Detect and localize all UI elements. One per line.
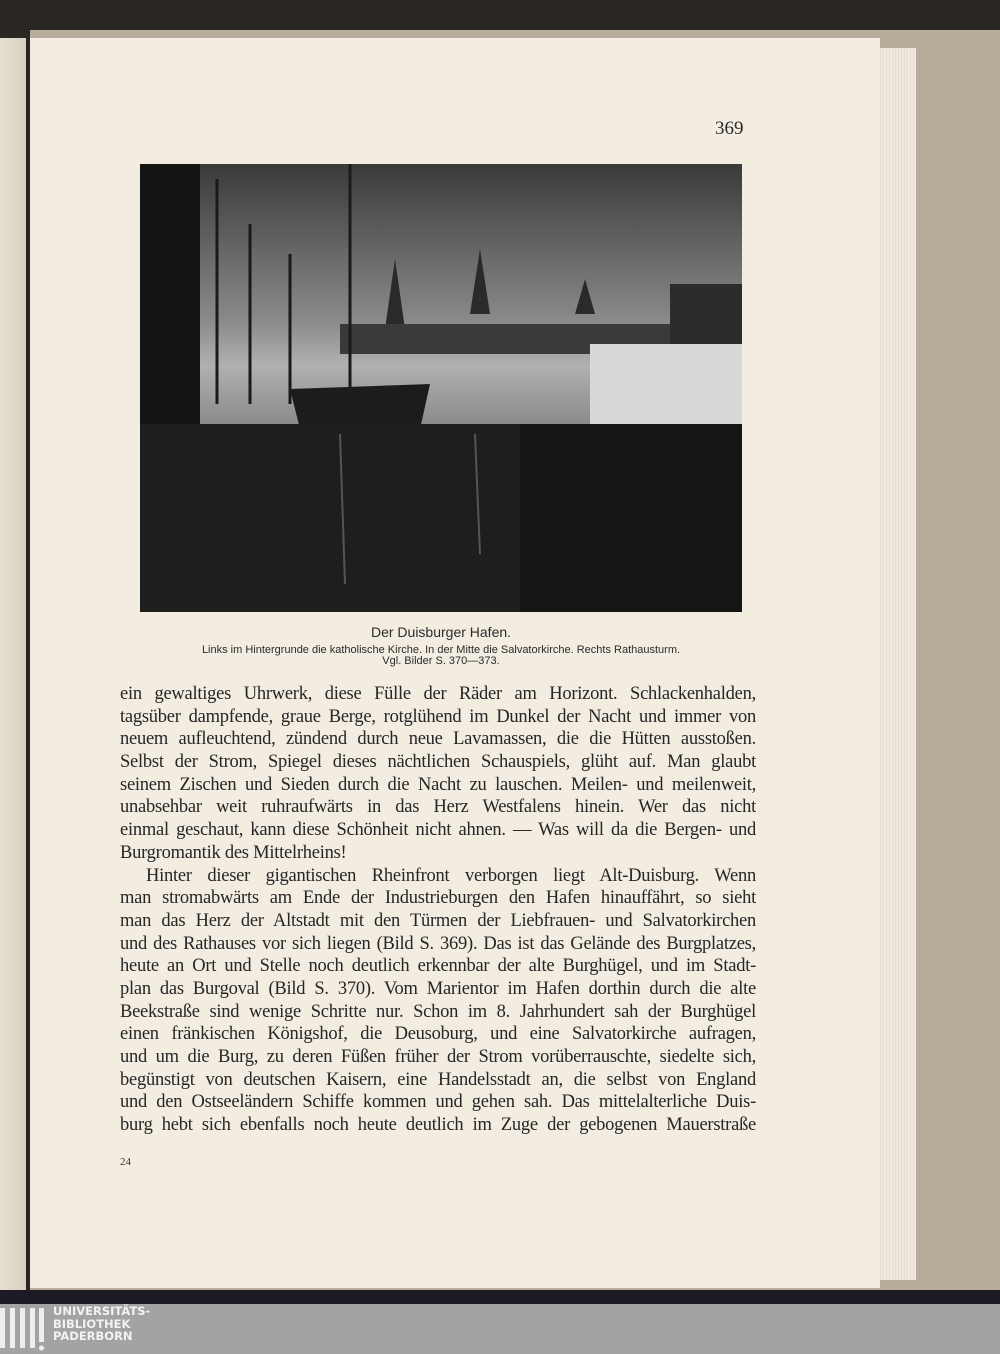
scan-border [0, 1290, 1000, 1304]
text-line: plan das Burgoval (Bild S. 370). Vom Marientor im Hafen dorthin durch die alte [120, 978, 756, 999]
signature-mark: 24 [120, 1156, 131, 1168]
text-line: man das Herz der Altstadt mit den Türmen der Liebfrauen- und Salvatorkirchen [120, 910, 756, 931]
logo-line: PADERBORN [53, 1329, 133, 1343]
text-line: begünstigt von deutschen Kaisern, eine Handelsstadt an, die selbst von England [120, 1069, 756, 1090]
library-logo-text [53, 1305, 150, 1343]
text-line: unabsehbar weit ruhraufwärts in das Herz Westfalens hinein. Wer das nicht [120, 797, 756, 818]
text-line: ein gewaltiges Uhrwerk, diese Fülle der Räder am Horizont. Schlackenhalden, [120, 684, 756, 704]
text-line: tagsüber dampfende, graue Berge, rotglühend im Dunkel der Nacht und immer von [120, 706, 756, 727]
text-line: und des Rathauses vor sich liegen (Bild S. 369). Das ist das Gelände des Burgplatzes, [120, 933, 756, 954]
library-logo-icon [0, 1308, 48, 1354]
caption-line: Vgl. Bilder S. 370—373. [382, 655, 500, 667]
body-text [120, 683, 756, 1137]
text-line: einen fränkischen Königshof, die Deusoburg, und eine Salvatorkirche aufragen, [120, 1024, 756, 1045]
figure-title: Der Duisburger Hafen. [370, 624, 512, 640]
text-line: seinem Zischen und Sieden durch die Nacht zu lauschen. Meilen- und meilenweit, [120, 774, 756, 795]
text-line: Beekstraße sind wenige Schritte nur. Schon im 8. Jahrhundert sah der Burghügel [120, 1001, 756, 1022]
text-line: heute an Ort und Stelle noch deutlich erkennbar der alte Burghügel, und im Stadt- [120, 956, 756, 977]
logo-line: UNIVERSITÄTS- [53, 1304, 151, 1318]
text-line: und den Ostseeländern Schiffe kommen und gehen sah. Das mittelalterliche Duis- [120, 1092, 756, 1113]
caption-line: Links im Hintergrunde die katholische Kirche. In der Mitte die Salvatorkirche. Rechts Rathausturm. [201, 644, 681, 656]
text-line: und um die Burg, zu deren Füßen früher der Strom vorüberrauschte, siedelte sich, [120, 1047, 756, 1067]
figure-caption [140, 645, 742, 667]
logo-line: BIBLIOTHEK [53, 1316, 131, 1331]
text-line: man stromabwärts am Ende der Industrieburgen den Hafen hinauffährt, so sieht [120, 888, 756, 909]
left-page-edge [0, 38, 26, 1290]
text-line: Burgromantik des Mittelrheins! [120, 842, 347, 863]
text-line: Hinter dieser gigantischen Rheinfront verborgen liegt Alt-Duisburg. Wenn [146, 865, 756, 886]
text-line: einmal geschaut, kann diese Schönheit nicht ahnen. — Was will da die Bergen- und [120, 820, 756, 841]
library-footer [0, 1304, 1000, 1354]
text-line: Selbst der Strom, Spiegel dieses nächtlichen Schauspiels, glüht auf. Man glaubt [120, 752, 756, 773]
page-number: 369 [715, 118, 744, 139]
text-line: neuem aufleuchtend, zündend durch neue Lavamassen, die die Hütten ausstoßen. [120, 729, 756, 750]
harbor-photograph [140, 164, 742, 612]
text-line: burg hebt sich ebenfalls noch heute deutlich im Zuge der gebogenen Mauerstraße [120, 1115, 756, 1136]
